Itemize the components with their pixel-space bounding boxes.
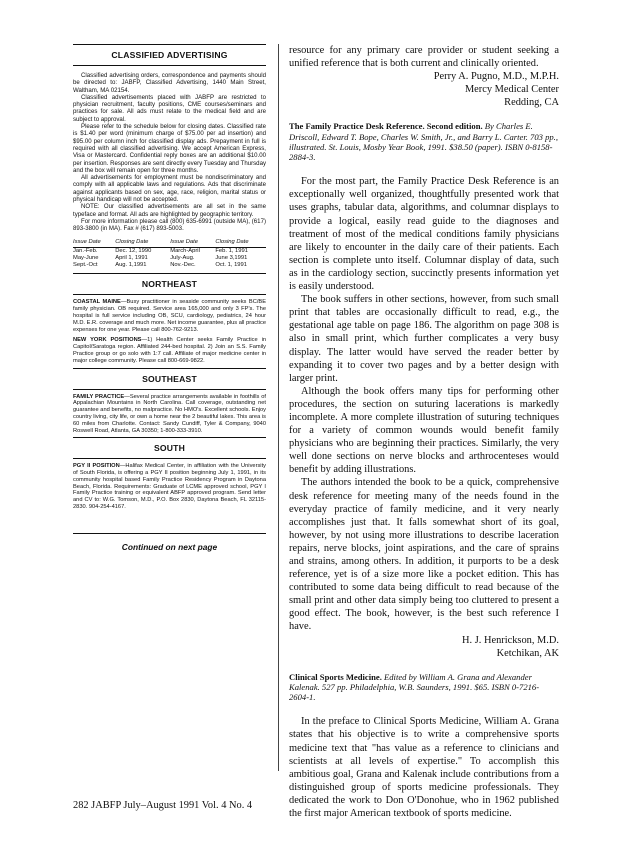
- book-citation: [289, 121, 559, 162]
- signature-location: Ketchikan, AK: [496, 647, 559, 659]
- page-footer: 282 JABFP July–August 1991 Vol. 4 No. 4: [73, 800, 253, 811]
- section-rule: [73, 389, 266, 390]
- southeast-heading: SOUTHEAST: [142, 373, 197, 384]
- classified-ad: [73, 394, 266, 435]
- table-row: [73, 255, 266, 262]
- review-paragraph: For the most part, the Family Practice Desk Reference is an exceptionally well organized, thoughtfully presented work that uses graphs, tabular data, algorithms, and columnar displays to provide a logical, easily read guide to the diagnoses and treatment of most of the medical conditions family physicians are likely to encounter in the daily care of their patients. Each section is complete unto itself. Columnar display of data, such as in the cardiology section, succinctly presents information yet is easily understood.: [289, 176, 559, 293]
- book-details: By Charles E. Driscoll, Edward T. Bope, Charles W. Smith, Jr., and Barry L. Carter. 703 pp., illustrated. St. Louis, Mosby Year Book, 1991. $38.50 (paper). ISBN 0-8158-2884-3.: [289, 121, 558, 163]
- table-cell: May-June: [73, 254, 99, 261]
- ad-body: —1) Health Center seeks Family Practice in Capitol/Saratoga region. Affiliated 244-bed hospital. 2) Join an S.S. Family Practice group or go solo with 1:7 call. Affiliate of major medicine center in major college community. Please call 800-669-9822.: [73, 337, 266, 364]
- table-cell: Aug. 1,1991: [115, 262, 147, 269]
- classified-paragraph: Classified advertisements placed with JABFP are restricted to physician recruitment, faculty positions, CME courses/seminars and practices for sale. All ads must relate to the medical field and are subject to approval.: [73, 93, 266, 123]
- classified-paragraph: All advertisements for employment must be nondiscriminatory and comply with all applicable laws and regulations. Ads that discriminate against applicants based on sex, age, race, religion, marital status or physical handicap will not be accepted.: [73, 174, 266, 204]
- table-cell: Sept.-Oct: [73, 262, 98, 269]
- classified-column: [73, 44, 266, 551]
- ad-title: NEW YORK POSITIONS: [73, 337, 142, 344]
- classified-heading: CLASSIFIED ADVERTISING: [111, 50, 228, 60]
- ad-title: COASTAL MAINE: [73, 299, 121, 306]
- south-heading: SOUTH: [153, 443, 186, 454]
- ad-body: —Busy practitioner in seaside community seeks BC/BE family physician. OB required. Service area 165,000 and only 3 FP's. The hospital is full service including OB, SCU, cardiology, pediatrics, 24 hour M.D. E.R. coverage and much more. Net income guarantee, plus all practice expenses for one year. Please call 800-762-9213.: [73, 299, 266, 333]
- table-header: Issue Date: [73, 239, 115, 248]
- book-title: Clinical Sports Medicine.: [289, 671, 382, 682]
- review-text: resource for any primary care provider or student seeking a unified reference that is both current and clinically oriented.: [289, 45, 559, 70]
- table-cell: Feb. 1, 1991: [215, 247, 248, 254]
- section-rule: [73, 458, 266, 459]
- book-citation: [289, 672, 559, 703]
- signature-name: H. J. Henrickson, M.D.: [462, 634, 559, 646]
- table-header: Closing Date: [215, 239, 266, 248]
- closing-dates-table: [73, 239, 266, 270]
- table-cell: Nov.-Dec.: [170, 262, 196, 269]
- section-rule: [73, 294, 266, 295]
- continued-note: Continued on next page: [121, 541, 218, 552]
- table-header: Issue Date: [170, 239, 215, 248]
- ad-title: PGY II POSITION: [73, 463, 120, 470]
- review-paragraph: The book suffers in other sections, however, from such small print that tables are occasionally difficult to read, e.g., the gestational age table on page 186. The algorithm on page 308 is also in small print, which further complicates a very busy display. The latter would have served the reader better by expanding it to cover two pages and by a better design with larger print.: [289, 294, 559, 384]
- table-cell: March-April: [170, 247, 200, 254]
- table-cell: July-Aug.: [170, 254, 195, 261]
- classified-paragraph: Classified advertising orders, correspondence and payments should be directed to: JABFP, Classified Advertising, 1440 Main Street, Waltham, MA 02154.: [73, 72, 266, 94]
- review-paragraph: In the preface to Clinical Sports Medicine, William A. Grana states that his objective is to write a comprehensive sports medicine text that "has value as a reference to clinicians and scientists at all levels of expertise." To accomplish this ambitious goal, Grana and Kalenak include contributions from a distinguished group of sports medicine professionals. They dedicated the work to Don O'Donohue, who in 1962 published the first major American textbook of sports medicine.: [289, 716, 559, 820]
- northeast-heading: NORTHEAST: [141, 279, 198, 290]
- table-cell: Jan.-Feb.: [73, 247, 98, 254]
- table-cell: June 3,1991: [215, 254, 248, 261]
- ad-body: —Several practice arrangements available in foothills of Appalachian Mountains in North Carolina. Call coverage, outstanding net guarantee and benefits, no malpractice. No HMO's. Excellent schools. Enjoy country living, city life, or own a home near the 2 beautiful lakes. This area is 60 miles from Charlotte. Contact: Sandy Cundiff, Tyler & Company, 9040 Roswell Road, Atlanta, GA 30350; 1-800-333-3910.: [73, 393, 266, 434]
- classified-ad: [73, 463, 266, 511]
- column-divider: [278, 44, 279, 771]
- reviews-column: [289, 44, 559, 820]
- table-header: Closing Date: [115, 239, 170, 248]
- review-paragraph: The authors intended the book to be a quick, comprehensive desk reference for meeting many of the needs found in the everyday practice of family medicine, and it very nearly accomplishes just that. It falls somewhat short of its goal, however, by not using more illustrations to describe laceration repairs, nerve blocks, joint aspirations, and the care of sprains and strains, among others. In addition, it purports to be a desk reference, yet is of a size more like a pocket edition. This has contributed to some data being difficult to read because of the small print and other data simply being too cluttered to present a good effect. The book, however, is the best such reference I have.: [289, 477, 559, 633]
- table-cell: April 1, 1991: [115, 254, 148, 261]
- table-row: [73, 262, 266, 269]
- signature-location: Redding, CA: [504, 97, 559, 109]
- classified-ad: [73, 337, 266, 364]
- signature-affiliation: Mercy Medical Center: [464, 84, 559, 96]
- table-row: [73, 247, 266, 255]
- table-cell: Oct. 1, 1991: [215, 262, 247, 269]
- classified-paragraph: Please refer to the schedule below for closing dates. Classified rate is $1.40 per word (minimum charge of $75.00 per ad insertion) and $95.00 per column inch for classified display ads. Prepayment in full is required with all classified advertising. We accept American Express, Visa or Mastercard. Confidential reply boxes are an additional $10.00 per insertion. Responses are sent directly every Tuesday and Thursday and the box will remain open for three months.: [73, 123, 266, 174]
- signature-name: Perry A. Pugno, M.D., M.P.H.: [433, 71, 559, 83]
- book-title: The Family Practice Desk Reference. Second edition.: [289, 121, 483, 132]
- classified-paragraph: NOTE: Our classified advertisements are all set in the same typeface and format. All ads are highlighted by geographic territory.: [73, 203, 266, 218]
- ad-title: FAMILY PRACTICE: [73, 393, 125, 400]
- ad-body: —Halifax Medical Center, in affiliation with the University of South Florida, is offering a PGY II position beginning July 1, 1991, in its community hospital based Family Practice Residency Program in Daytona Beach, Florida. Requirements: Graduate of LCME approved school, PGY I Family Practice training or equivalent ABFP approved program. Send letter and CV to: W.G. Tomson, M.D., P.O. Box 2830, Daytona Beach, FL 32115-2830. 904-254-4167.: [73, 463, 266, 511]
- review-paragraph: Although the book offers many tips for performing other procedures, the section on suturing lacerations is markedly incomplete. A more complete illustration of suturing techniques for a variety of common wounds would benefit family physicians who are beginning their practices. Similarly, the very well done sections on nerve blocks and arthrocenteses would benefit by adding illustrations.: [289, 385, 559, 476]
- classified-paragraph: For more information please call (800) 635-6991 (outside MA), (617) 893-3800 (in MA). Fax # (617) 893-5003.: [73, 217, 266, 233]
- table-cell: Dec. 12, 1990: [115, 247, 152, 254]
- book-details: Edited by William A. Grana and Alexander Kalenak. 527 pp. Philadelphia, W.B. Saunders, 1991. $65. ISBN 0-7216-2604-1.: [289, 671, 540, 703]
- bottom-rule: [73, 533, 266, 534]
- classified-ad: [73, 299, 266, 333]
